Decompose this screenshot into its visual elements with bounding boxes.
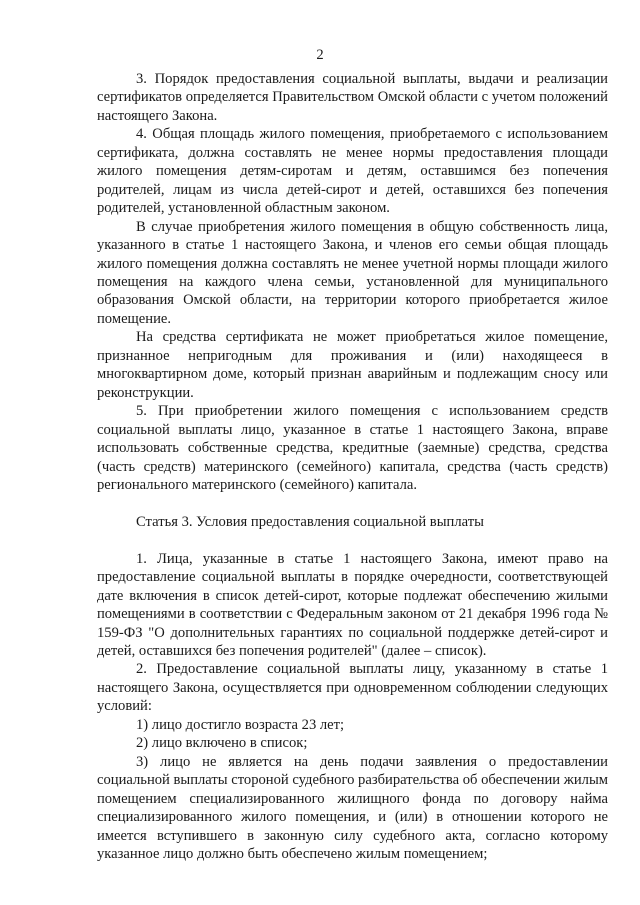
paragraph-3: 3. Порядок предоставления социальной выплаты, выдачи и реализации сертификатов определяется Правительством Омской области с учетом положений настоящего Закона. (97, 71, 608, 124)
article-3-paragraph-1: 1. Лица, указанные в статье 1 настоящего Закона, имеют право на предоставление социальной выплаты в порядке очередности, соответствующей дате включения в список детей-сирот, которые подлежат обеспечению жилыми помещениями в соответствии с Федеральным законом от 21 декабря 1996 года № 159-ФЗ "О дополнительных гарантиях по социальной поддержке детей-сирот и детей, оставшихся без попечения родителей" (далее – список). (97, 550, 608, 660)
condition-item-2: 2) лицо включено в список; (136, 735, 308, 752)
article-3-heading: Статья 3. Условия предоставления социальной выплаты (136, 513, 484, 530)
paragraph-unfit-housing: На средства сертификата не может приобретаться жилое помещение, признанное непригодным для проживания и (или) находящееся в многоквартирном доме, который признан аварийным и подлежащим сносу или реконструкции. (97, 329, 608, 401)
condition-item-3: 3) лицо не является на день подачи заявления о предоставлении социальной выплаты стороной судебного разбирательства об обеспечении жилым помещением специализированного жилищного фонда по договору найма специализированного жилого помещения, и (или) в отношении которого не имеется вступившего в законную силу судебного акта, согласно которому указанное лицо должно быть обеспечено жилым помещением; (97, 753, 608, 862)
paragraph-5: 5. При приобретении жилого помещения с использованием средств социальной выплаты лицо, указанное в статье 1 настоящего Закона, вправе использовать собственные средства, кредитные (заемные) средства, средства (часть средств) материнского (семейного) капитала, средства (часть средств) регионального материнского (семейного) капитала. (97, 403, 608, 493)
document-body (97, 70, 608, 863)
paragraph-4: 4. Общая площадь жилого помещения, приобретаемого с использованием сертификата, должна составлять не менее нормы предоставления площади жилого помещения детям-сиротам и детям, оставшимся без попечения родителей, лицам из числа детей-сирот и детей, оставшихся без попечения родителей, установленной областным законом. (97, 126, 608, 217)
paragraph-shared-ownership: В случае приобретения жилого помещения в общую собственность лица, указанного в статье 1 настоящего Закона, и членов его семьи общая площадь жилого помещения должна составлять не менее учетной нормы площади жилого помещения на каждого члена семьи, установленной для муниципального образования Омской области, на территории которого приобретается жилое помещение. (97, 218, 608, 327)
page-number: 2 (316, 47, 324, 63)
article-3-paragraph-2: 2. Предоставление социальной выплаты лицу, указанному в статье 1 настоящего Закона, осуществляется при одновременном соблюдении следующих условий: (97, 661, 608, 715)
condition-item-1: 1) лицо достигло возраста 23 лет; (136, 716, 345, 733)
